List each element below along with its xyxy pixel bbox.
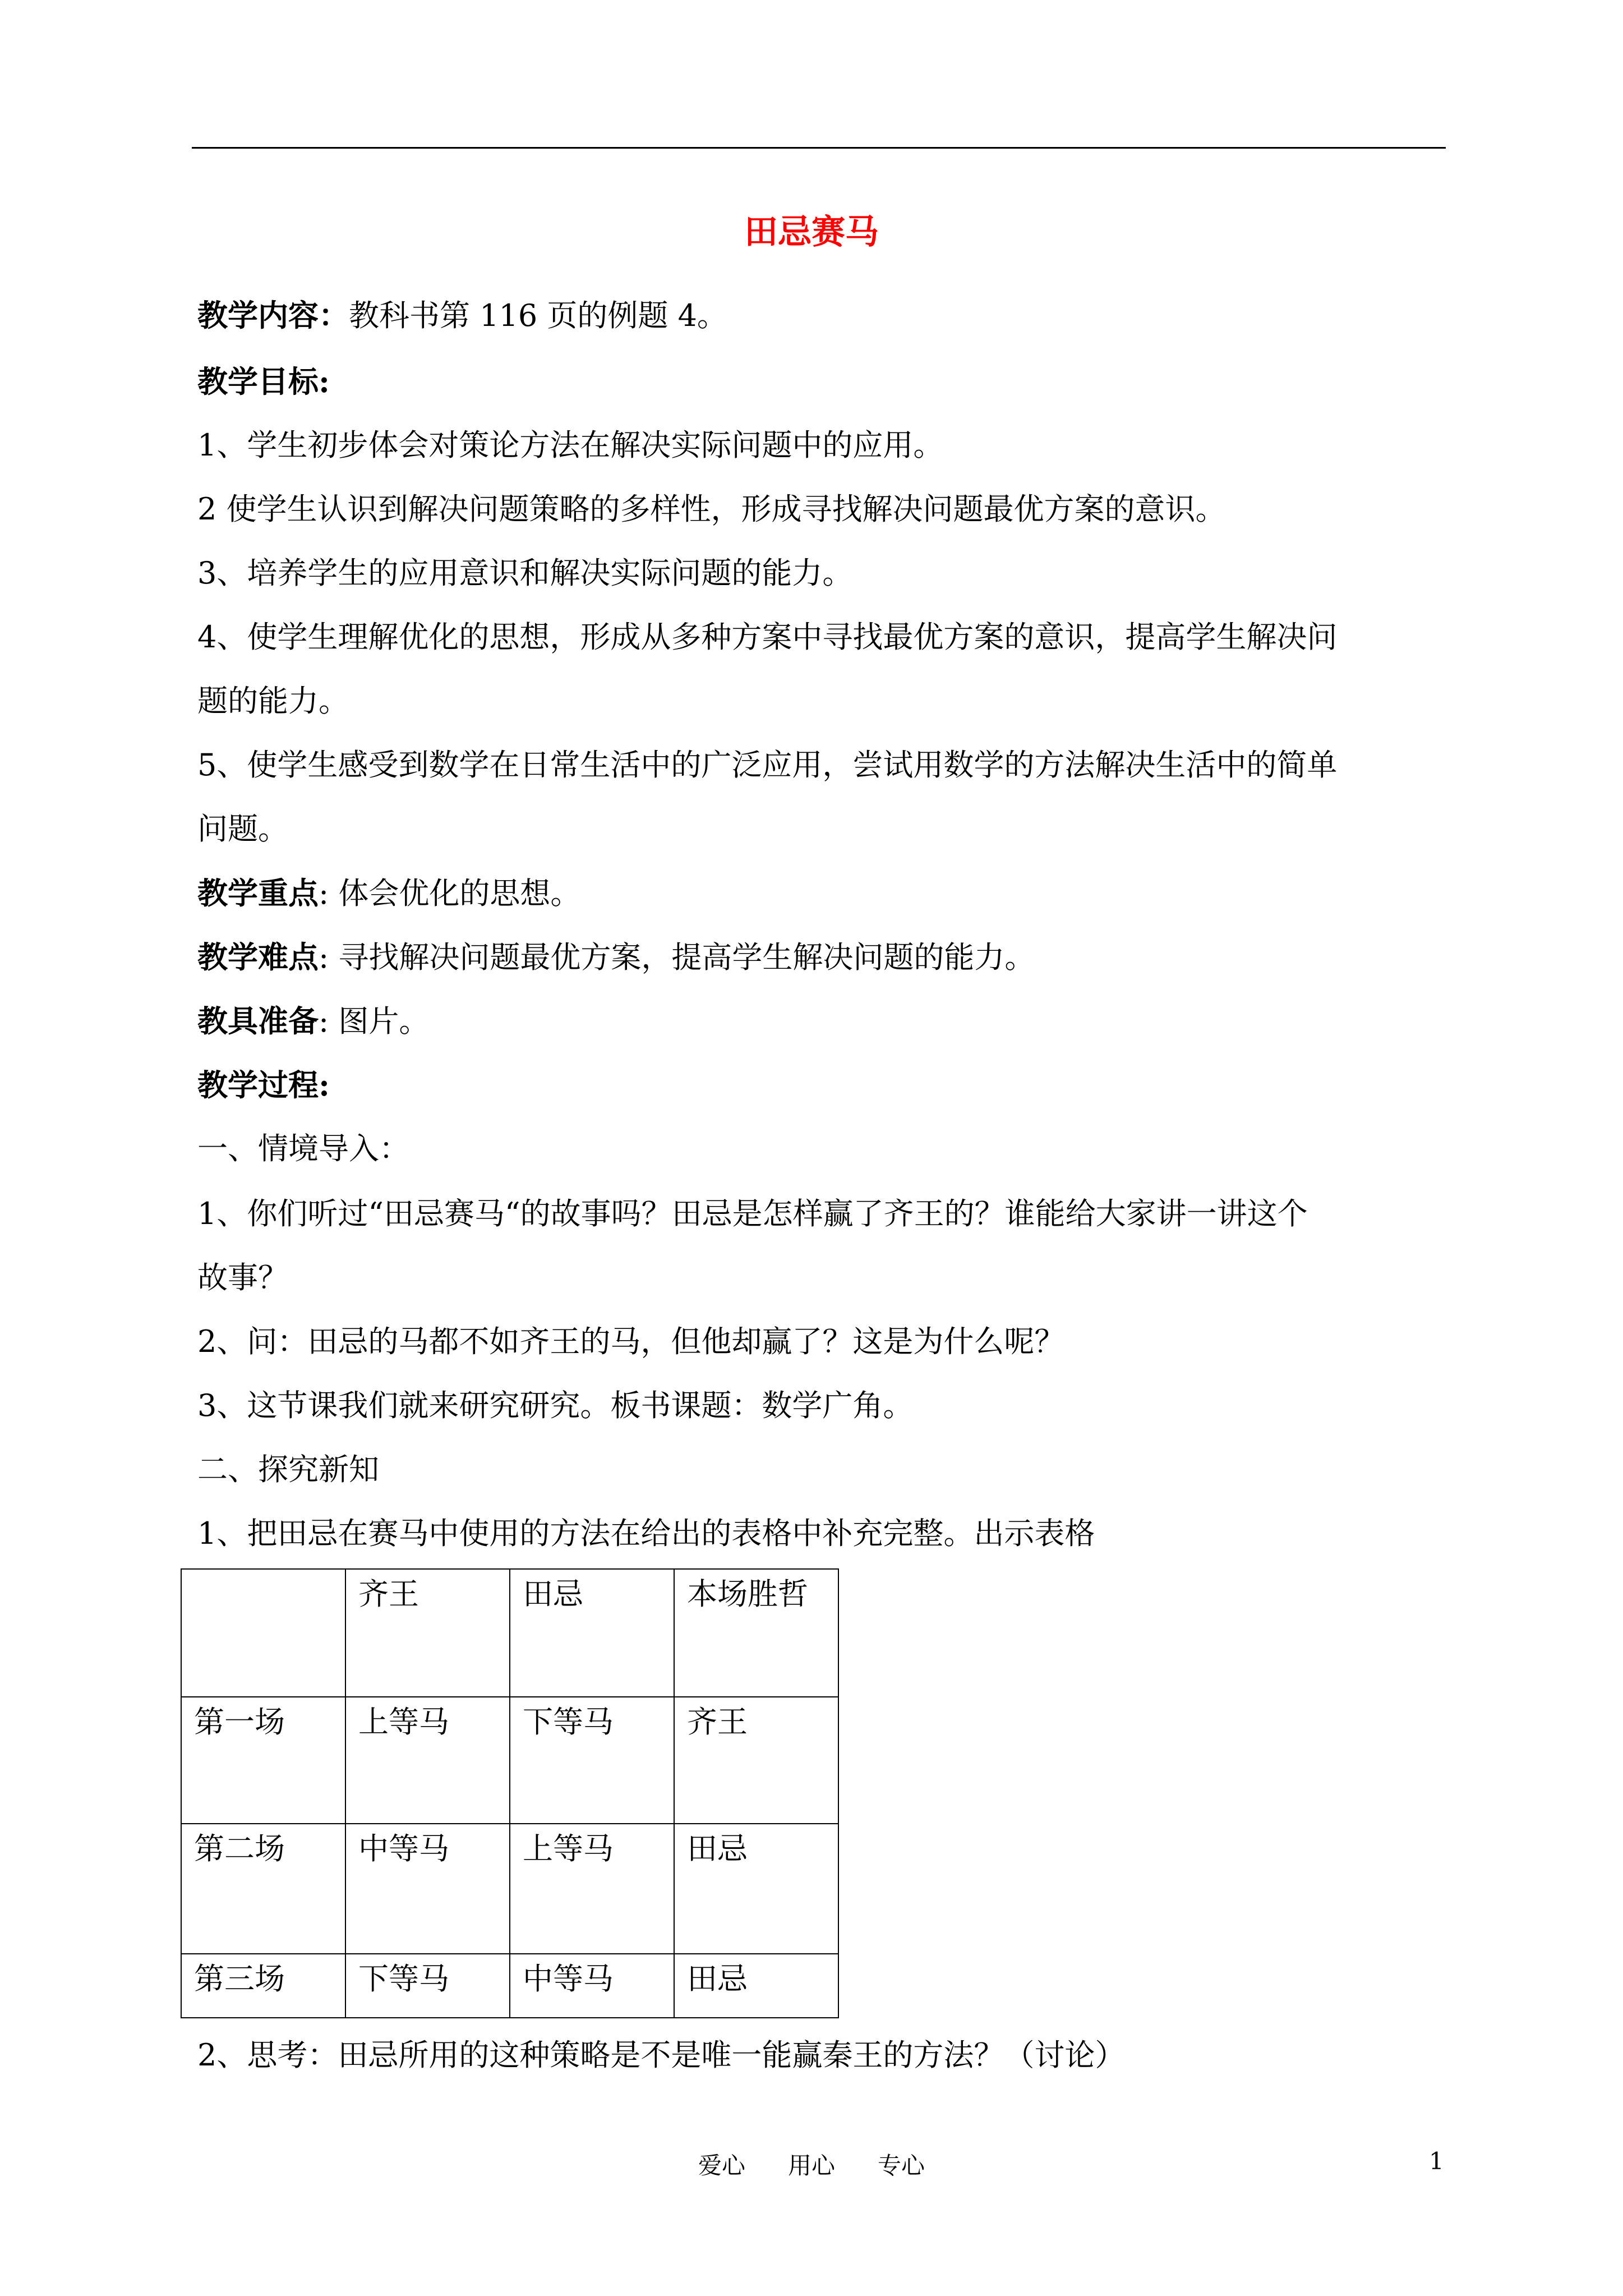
table-cell: 下等马: [345, 1954, 510, 2018]
page-title: 田忌赛马: [744, 213, 879, 252]
tools-label: 教具准备: [197, 1003, 319, 1039]
table-row: [181, 1824, 838, 1954]
key-point-label: 教学重点: [197, 875, 319, 911]
process-item-2: 2、问：田忌的马都不如齐王的马，但他却赢了？这是为什么呢？: [197, 1324, 1065, 1359]
footer-word: 爱心: [698, 2152, 745, 2179]
key-point-line: [197, 875, 1448, 912]
process-item-4: 1、把田忌在赛马中使用的方法在给出的表格中补充完整。出示表格: [197, 1516, 1095, 1551]
difficulty-line: [197, 939, 1448, 976]
table-cell: 田忌: [674, 1824, 838, 1954]
teaching-content-line: [197, 297, 1448, 334]
table-cell: 上等马: [510, 1824, 674, 1954]
table-cell: 中等马: [510, 1954, 674, 2018]
table-cell: 齐王: [674, 1697, 838, 1824]
process-item-1: 1、你们听过“田忌赛马“的故事吗？田忌是怎样赢了齐王的？谁能给大家讲一讲这个: [197, 1196, 1308, 1231]
teaching-content-text: 教科书第 116 页的例题 4。: [349, 298, 727, 333]
difficulty-label: 教学难点: [197, 939, 319, 975]
process-item-3: 3、这节课我们就来研究研究。板书课题：数学广角。: [197, 1388, 914, 1423]
difficulty-text: : 寻找解决问题最优方案，提高学生解决问题的能力。: [319, 940, 1035, 975]
table-header-row: [181, 1569, 838, 1697]
table-cell: 中等马: [345, 1824, 510, 1954]
think-question: 2、思考：田忌所用的这种策略是不是唯一能赢秦王的方法？（讨论）: [197, 2037, 1126, 2073]
table-header-cell: 齐王: [345, 1569, 510, 1697]
table-row: [181, 1954, 838, 2018]
goal-5-continued: 问题。: [197, 811, 288, 846]
horse-race-table: [181, 1568, 839, 2018]
goal-4: 4、使学生理解优化的思想，形成从多种方案中寻找最优方案的意识，提高学生解决问: [197, 619, 1338, 655]
process-section-1: 一、情境导入：: [197, 1131, 409, 1166]
tools-text: : 图片。: [319, 1004, 430, 1039]
table-header-cell: [181, 1569, 345, 1697]
header-rule: [192, 147, 1446, 149]
table-cell: 上等马: [345, 1697, 510, 1824]
process-label: 教学过程:: [197, 1067, 330, 1103]
footer-word: 用心: [787, 2152, 835, 2179]
table-cell: 田忌: [674, 1954, 838, 2018]
table-cell: 下等马: [510, 1697, 674, 1824]
goal-2: 2 使学生认识到解决问题策略的多样性，形成寻找解决问题最优方案的意识。: [197, 491, 1226, 527]
page-number: 1: [1429, 2147, 1444, 2175]
table-cell: 第三场: [181, 1954, 345, 2018]
teaching-content-label: 教学内容：: [197, 297, 349, 333]
table-cell: 第一场: [181, 1697, 345, 1824]
process-item-1-continued: 故事？: [197, 1260, 288, 1295]
key-point-text: : 体会优化的思想。: [319, 876, 581, 911]
footer-word: 专心: [878, 2152, 925, 2179]
table-row: [181, 1697, 838, 1824]
process-section-2: 二、探究新知: [197, 1452, 379, 1487]
tools-line: [197, 1003, 1448, 1040]
footer-motto: [0, 2147, 1623, 2181]
teaching-goals-label: 教学目标:: [197, 364, 330, 399]
table-header-cell: 田忌: [510, 1569, 674, 1697]
goal-5: 5、使学生感受到数学在日常生活中的广泛应用，尝试用数学的方法解决生活中的简单: [197, 747, 1338, 783]
goal-4-continued: 题的能力。: [197, 683, 349, 719]
table-cell: 第二场: [181, 1824, 345, 1954]
goal-3: 3、培养学生的应用意识和解决实际问题的能力。: [197, 555, 853, 591]
table-header-cell: 本场胜哲: [674, 1569, 838, 1697]
goal-1: 1、学生初步体会对策论方法在解决实际问题中的应用。: [197, 427, 944, 463]
